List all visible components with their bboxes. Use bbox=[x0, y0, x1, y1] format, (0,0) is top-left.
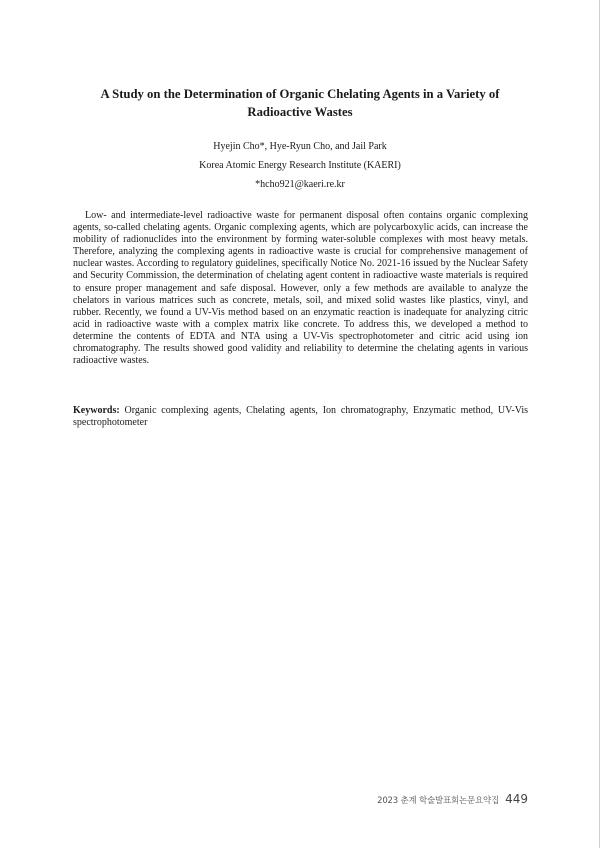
page-number: 449 bbox=[505, 792, 528, 806]
paper-title: A Study on the Determination of Organic Chelating Agents in a Variety of Radioactive Wastes bbox=[100, 87, 500, 119]
keywords-list: Organic complexing agents, Chelating agents, Ion chromatography, Enzymatic method, UV-Vis spectrophotometer bbox=[73, 405, 529, 429]
abstract-text: Low- and intermediate-level radioactive waste for permanent disposal often contains organic complexing agents, so-called chelating agents. Organic complexing agents, which are polycarboxylic acids, can increase the mobility of radionuclides into the environment by forming water-soluble complexes with most heavy metals. Therefore, analyzing the complexing agents in radioactive waste is crucial for comprehensive management of nuclear wastes. According to regulatory guidelines, specifically Notice No. 2021-16 issued by the Nuclear Safety and Security Commission, the determination of chelating agent content in radioactive waste materials is required to ensure proper management and safe disposal. However, only a few methods are available to analyze the chelators in various matrices such as concrete, metals, soil, and mixed solid wastes like plastics, vinyl, and rubber. Recently, we found a UV-Vis method based on an enzymatic reaction is inadequate for analyzing citric acid in radioactive waste with a complex matrix like concrete. To address this, we developed a method to determine the contents of EDTA and NTA using a UV-Vis spectrophotometer and citric acid using ion chromatography. The results showed good validity and reliability to determine the chelating agents in various radioactive wastes. bbox=[73, 210, 528, 367]
affiliation: Korea Atomic Energy Research Institute (KAERI) bbox=[199, 160, 401, 171]
keywords-paragraph bbox=[73, 405, 528, 429]
conference-name: 2023 춘계 학술발표회논문요약집 bbox=[377, 796, 500, 806]
keywords-label: Keywords: bbox=[73, 405, 120, 416]
page-footer bbox=[377, 792, 528, 806]
author-list: Hyejin Cho*, Hye-Ryun Cho, and Jail Park bbox=[213, 141, 387, 152]
corresponding-email: *hcho921@kaeri.re.kr bbox=[255, 179, 345, 190]
